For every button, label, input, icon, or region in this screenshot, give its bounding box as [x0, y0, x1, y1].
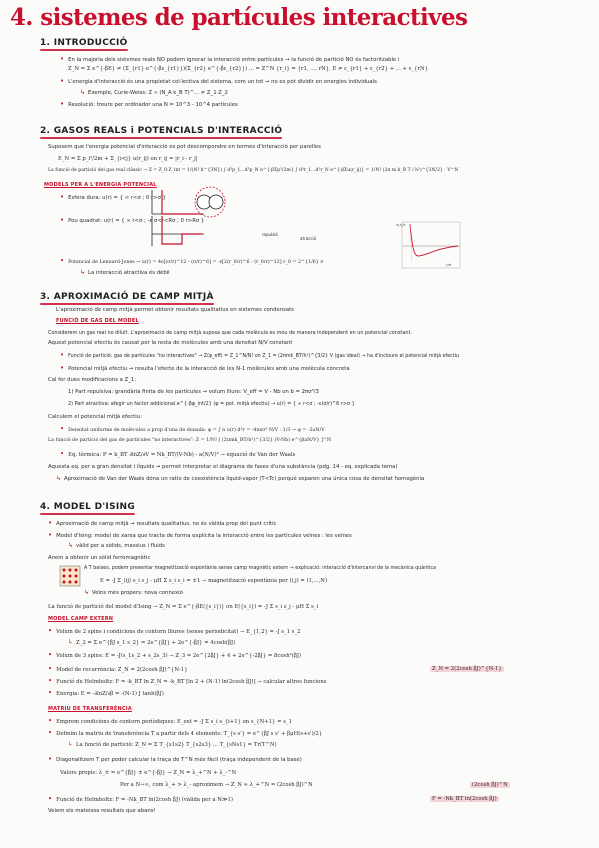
s2-hard-sphere: • Esfera dura: u(r) = { ∞ r<σ ; 0 r>σ } [60, 194, 166, 201]
s4-line-1: • Aproximació de camp mitjà → resultats qualitatius, no és vàlida prop del punt crític [48, 520, 276, 527]
s3-line-10: La funció de partició del gas de partícules "no interactives": Z = 1/N! [ (2πmk_BT/h²)^{3/2} (V-Nb) e^{βaN/V} ]^N [48, 438, 332, 443]
s4-line-16: • Definim la matriu de transferència T a partir dels 4 elements: T_{s s'} = e^{βJ s s' + βμH(s+s')/2} [48, 730, 322, 737]
models-label: MODELS PER A L'ENERGIA POTENCIAL [44, 182, 157, 188]
s3-line-2: Aquest potencial efectiu és causat per la resta de molècules amb una densitat N/V constant [48, 340, 293, 346]
open-label: MODEL CAMP EXTERN [48, 616, 114, 622]
s3-line-9: • Densitat uniforme de molècules a prop d'una de donada: φ = ∫ n u(r) d³r = -4πεσ³ N/V · 1/3 → φ = -2aN/V [60, 426, 325, 434]
s4-line-4: Anem a obtenir un sòlid ferromagnètic [48, 555, 151, 561]
s3-line-11: • Eq. tèrmica: P = k_BT ∂lnZ/∂V = Nk_BT/(V-Nb) - a(N/V)² → equació de Van der Waals [60, 451, 295, 458]
s2-line-1: Suposem que l'energia potencial d'interacció es pot descompondre en termes d'interacció per parelles [48, 144, 321, 150]
s4-line-21: • Funció de Helmholtz: F = -Nk_BT ln(2cosh βJ) (vàlida per a N≫1) [48, 796, 233, 803]
s4-line-15: • Emprem condicions de contorn periòdiques: E_ext = -J Σ s_i s_{i+1} on s_{N+1} = s_1 [48, 718, 292, 725]
s2-line-2: E_N = Σ p_i²/2m + Σ_{i<j} u(r_ij) on r_ij = |r_i - r_j| [58, 156, 198, 162]
section-2-heading: 2. GASOS REALS i POTENCIALS D'INTERACCIÓ [40, 126, 282, 139]
transfer-label: MATRIU DE TRANSFERÈNCIA [48, 706, 132, 712]
s4-line-22: Veiem els mateixos resultats que abans! [48, 808, 156, 814]
boxed-limit-text: (2cosh βJ)^N [472, 782, 508, 788]
s1-line-2: Z_N = Σ e^{-βE} ≠ (Σ_{r1} e^{-βε_{r1}})(Σ_{r2} e^{-βε_{r2}}) ... = Z^N {r_i} = {r1, ..., rN}, E ≠ ε_{r1} + ε_{r2} + ... + ε_{rN} [68, 66, 429, 72]
boxed-limit [470, 782, 510, 788]
s3-intro: L'aproximació de camp mitjà permet obtenir resultats qualitatius en sistemes condensats [56, 307, 294, 313]
s3-line-8: Calculem el potencial mitjà efectiu: [48, 414, 142, 420]
s2-square-well: • Pou quadrat: u(r) = { ∞ r<σ ; -ε σ<r<Rσ ; 0 r>Rσ } [60, 217, 204, 224]
s1-line-5: • Resolució: treure per ordinador una N = 10^3 - 10^4 partícules [60, 101, 238, 108]
s3-line-13: ↳ Aproximació de Van der Waals dóna un ratio de coexistència líquid-vapor (T<Tc) perquè separen una única cosa de densitat homogènia [56, 476, 424, 482]
s4-line-14: • Energia: E = -∂lnZ/∂β = -(N-1) J tanh(βJ) [48, 690, 164, 697]
s1-line-1: • En la majoria dels sistemes reals NO podem ignorar la interacció entre partícules → la funció de partició NO és factoritzable i [60, 56, 399, 63]
s2-lennard-jones: • Potencial de Lennard-Jones → u(r) = 4ε[(σ/r)^12 - (σ/r)^6] = -ε[2(r_0/r)^6 - (r_0/r)^12] r_0 = 2^{1/6} σ [60, 258, 324, 266]
s4-line-5: A T baixes, podem presentar magnetització espontània sense camp magnètic extern → explicació: interacció d'intercanvi de la mecànica quàntica [84, 566, 437, 571]
s4-line-2: • Model d'Ising: model de xarxa que tracta de forma explícita la interacció entre les partícules veïnes : les veïnes [48, 532, 352, 539]
section-1-heading: 1. INTRODUCCIÓ [40, 38, 128, 51]
s2-weak-attraction: ↳ La interacció atractiva és dèbil [80, 270, 170, 276]
s3-line-3: • Funció de partició: gas de partícules "no interactives" → Z(φ_eff) = Z_1^N/N! on Z_1 = (2πmk_BT/h²)^{3/2} V (gas ideal) → ha d'incloure el potencial mitjà efectiu [60, 352, 459, 360]
s4-line-8: La funció de partició del model d'Ising → Z_N = Σ e^{-βE({s_i})} on E({s_i}) = -J Σ s_i s_j - μH Σ s_i [48, 604, 319, 610]
repulsion-note: repulsió [262, 232, 278, 237]
s4-line-6: E = -J Σ_⟨ij⟩ s_i s_j - μH Σ s_i s_i = ±1 → magnetització espontània per (i,j) = (1,...,N) [100, 578, 328, 584]
boxed-recurrence-text: Z_N = 2(2cosh βJ)^{N-1} [432, 666, 502, 672]
s3-line-4: • Potencial mitjà efectiu → resulta l'efecte de la interacció de les N-1 molècules amb una molècula concreta [60, 365, 350, 372]
section-3-heading: 3. APROXIMACIÓ DE CAMP MITJÀ [40, 292, 214, 305]
s4-line-10: ↳ Z_2 = Σ e^{βJ s_1 s_2} = 2e^{βJ} + 2e^{-βJ} = 4cosh(βJ) [68, 640, 235, 646]
boxed-helmholtz [430, 796, 499, 802]
s2-line-3: La funció de partició del gas real clàssic → Z = Z_0·Z_int = 1/(N! h^{3N}) ∫ d³p_1...d³p_N e^{-βΣp²/2m} ∫ d³r_1...d³r_N e^{-βΣu(r_ij)} = 1/N! (2π m k_B T / h²)^{3N/2} · V^N [48, 168, 459, 173]
attraction-note: atracció [300, 236, 317, 241]
s4-line-9: • Volum de 2 spins i condicions de contorn lliures (sense periodicitat) → E_{1,2} = -J s_1 s_2 [48, 628, 300, 635]
lennard-jones-graph [396, 222, 464, 272]
spin-lattice-sketch [60, 566, 80, 588]
section-4-heading: 4. MODEL D'ISING [40, 502, 135, 515]
s1-line-4: ↳ Exemple, Curie-Weiss: Z ∝ (N_A k_B T)^... ≠ Z_1·Z_2 [80, 90, 228, 96]
boxed-recurrence [430, 666, 504, 672]
s4-line-11: • Volum de 3 spins: E = -J(s_1s_2 + s_2s_3) → Z_3 = 2e^{2βJ} + 4 + 2e^{-2βJ} = 8cosh²(βJ) [48, 652, 301, 659]
s4-line-13: • Funció de Helmholtz: F = -k_BT ln Z_N = -k_BT [ln 2 + (N-1) ln(2cosh βJ)] → calcular altres funcions [48, 678, 326, 685]
s4-line-19: Valors propis: λ_± = e^{βJ} ± e^{-βJ} → Z_N = λ_+^N + λ_-^N [60, 770, 237, 776]
square-well-plot [148, 214, 208, 250]
s3-line-12: Aquesta eq. per a gran densitat i líquids → permet interpretar el diagrama de fases d'una substància (pdg. 14 - eq. explicada tema) [48, 464, 398, 470]
s1-line-3: • L'energia d'interacció és una propietat col·lectiva del sistema, com un tot → no es pot dividir en energies individuals [60, 78, 377, 85]
s3-line-1: Considerem un gas real no diluït. L'aproximació de camp mitjà suposa que cada molècula es mou de manera independent en un potencial constant. [48, 330, 412, 336]
s4-line-20: Per a N→∞, com λ_+ > λ_- aproximem → Z_N ≈ λ_+^N = (2cosh βJ)^N [120, 782, 313, 788]
s3-line-7: 2) Part atractiva: afegir un factor addicional e^{-βφ_int/2} (φ = pot. mitjà efectiu) → u(r) = { ∞ r<σ ; -ε(σ/r)^6 r>σ } [68, 401, 355, 407]
s4-line-18: • Diagonalitzem T per poder calcular la traça de T^N més fàcil (traça independent de la base) [48, 756, 302, 763]
lj-xlabel: r/σ [446, 263, 451, 267]
s4-line-17: ↳ La funció de partició: Z_N = Σ T_{s1s2} T_{s2s3} ... T_{sNs1} = Tr(T^N) [68, 742, 277, 748]
s4-line-7: ↳ Veïns més propers: nova connexió [84, 590, 183, 596]
s4-line-3: ↳ vàlid per a sòlids, massius i fluids [68, 543, 165, 549]
s3-line-6: 1) Part repulsiva: grandària finita de les partícules → volum lliure: V_eff = V - Nb on b = 2πσ³/3 [68, 389, 319, 395]
lj-ylabel: u(r)/ε [396, 223, 406, 227]
s3-label: FUNCIÓ DE GAS DEL MODEL [56, 318, 139, 324]
page-title: 4. sistemes de partícules interactives [10, 4, 468, 31]
s3-line-5: Cal fer dues modificacions a Z_1: [48, 377, 137, 383]
boxed-helmholtz-text: F = -Nk_BT ln(2cosh βJ) [432, 796, 497, 802]
s4-line-12: • Model de recurrència: Z_N = 2(2cosh βJ)^{N-1} [48, 666, 188, 673]
